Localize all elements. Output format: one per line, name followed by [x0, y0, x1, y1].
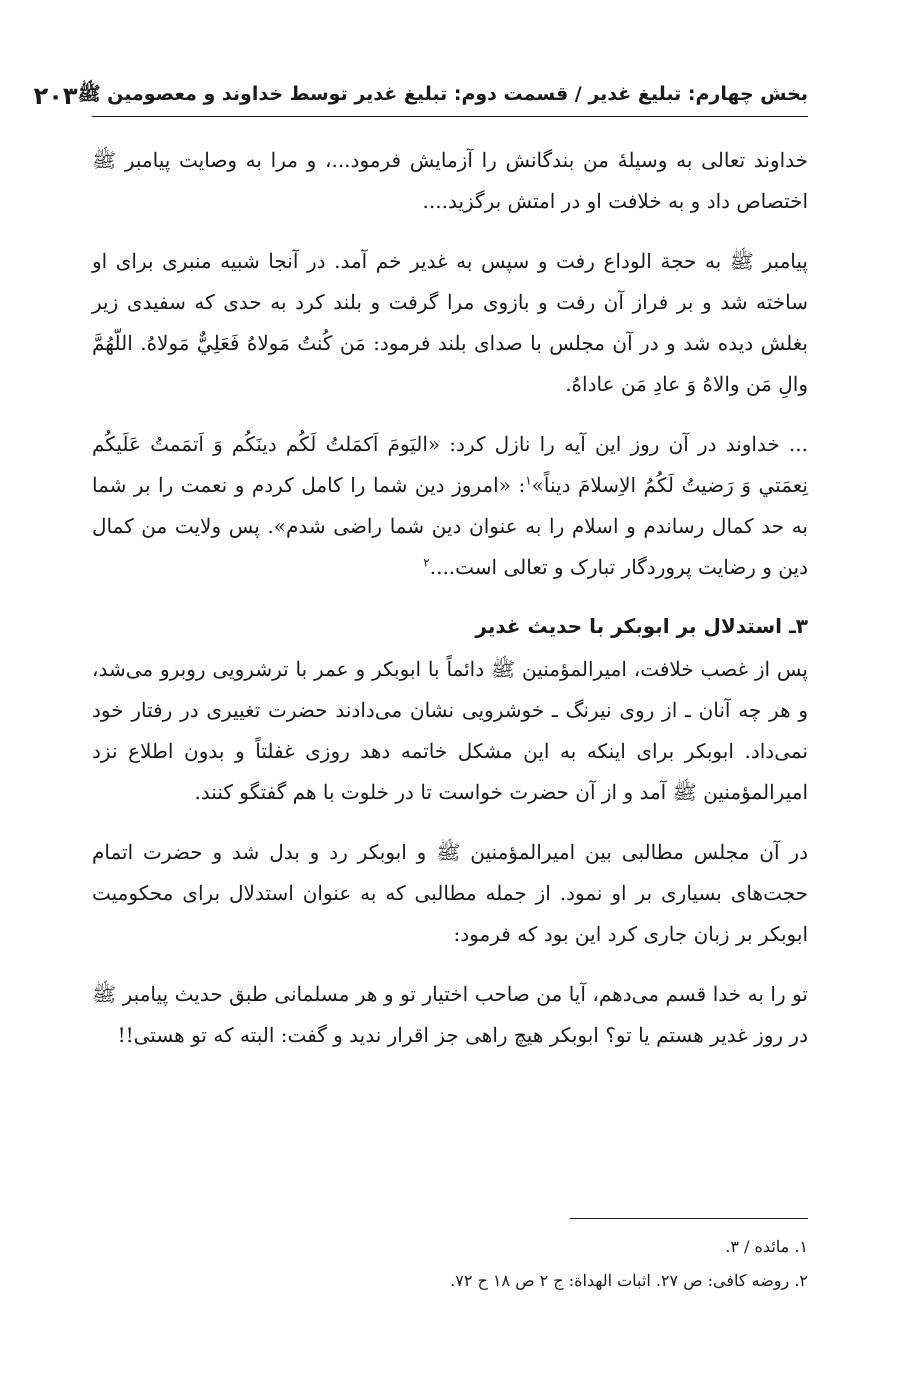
footnote-2: ۲. روضه کافی: ص ۲۷. اثبات الهداة: ج ۲ ص ۱۸ ح ۷۲. [450, 1271, 808, 1290]
footnotes [92, 1230, 808, 1298]
verse-text: ... خداوند در آن روز این آیه را نازل کرد: «اليَومَ اَكمَلتُ لَكُم دينَكُم وَ اَتمَمتُ عَلَيكُم نِعمَتي وَ رَضيتُ لَكُمُ الاِسلامَ ديناً» [92, 432, 808, 497]
verse-translation: : «امروز دین شما را کامل کردم و نعمت را بر شما به حد کمال رساندم و اسلام را به عنوان دین شما راضی شدم». پس ولایت من کمال دین و رضایت پروردگار تبارک و تعالی است.... [92, 473, 808, 579]
footnote-ref-1[interactable]: ۱ [525, 473, 532, 488]
running-header [33, 74, 808, 117]
running-header-title: بخش چهارم: تبلیغ غدیر / قسمت دوم: تبلیغ غدیر توسط خداوند و معصومین ﷺ [77, 83, 808, 105]
paragraph-verse-revelation [92, 424, 808, 588]
paragraph-quote-intro: خداوند تعالی به وسیلهٔ من بندگانش را آزمایش فرمود...، و مرا به وصایت پیامبر ﷺ اختصاص داد و به خلافت او در امتش برگزید.... [92, 148, 808, 213]
paragraph-ghadir-event: پیامبر ﷺ به حجة الوداع رفت و سپس به غدیر خم آمد. در آنجا شبیه منبری برای او ساخته شد و بر فراز آن رفت و بازوی مرا گرفت و بلند کرد به حدی که سفیدی زیر بغلش دیده شد و در آن مجلس با صدای بلند فرمود: مَن كُنتُ مَولاهُ فَعَلِيٌّ مَولاهُ. اللّهُمَّ والِ مَن والاهُ وَ عادِ مَن عاداهُ. [92, 249, 808, 396]
footnote-1: ۱. مائده / ۳. [725, 1237, 808, 1256]
book-page [33, 0, 808, 1390]
section-heading: ۳ـ استدلال بر ابوبکر با حدیث غدیر [475, 614, 808, 638]
paragraph-section-1: پس از غصب خلافت، امیرالمؤمنین ﷺ دائماً با ابوبکر و عمر با ترشرویی روبرو می‌شد، و هر چه آنان ـ از روی نیرنگ ـ خوشرویی نشان می‌دادند حضرت تغییری در رفتار خود نمی‌داد. ابوبکر برای اینکه به این مشکل خاتمه دهد روزی غفلتاً و بدون اطلاع نزد امیرالمؤمنین ﷺ آمد و از آن حضرت خواست تا در خلوت با هم گفتگو کنند. [92, 657, 808, 804]
paragraph-section-3: تو را به خدا قسم می‌دهم، آیا من صاحب اختیار تو و هر مسلمانی طبق حدیث پیامبر ﷺ در روز غدیر هستم یا تو؟ ابوبکر هیچ راهی جز اقرار ندید و گفت: البته که تو هستی!! [92, 982, 808, 1047]
footnote-divider [570, 1218, 808, 1219]
page-number: ۲۰۳ [33, 82, 78, 110]
body-text [92, 140, 808, 1075]
footnote-ref-2[interactable]: ۲ [423, 555, 430, 570]
paragraph-section-2: در آن مجلس مطالبی بین امیرالمؤمنین ﷺ و ابوبکر رد و بدل شد و حضرت اتمام حجت‌های بسیاری بر او نمود. از جمله مطالبی که به عنوان استدلال برای محکومیت ابوبکر بر زبان جاری کرد این بود که فرمود: [92, 840, 808, 946]
